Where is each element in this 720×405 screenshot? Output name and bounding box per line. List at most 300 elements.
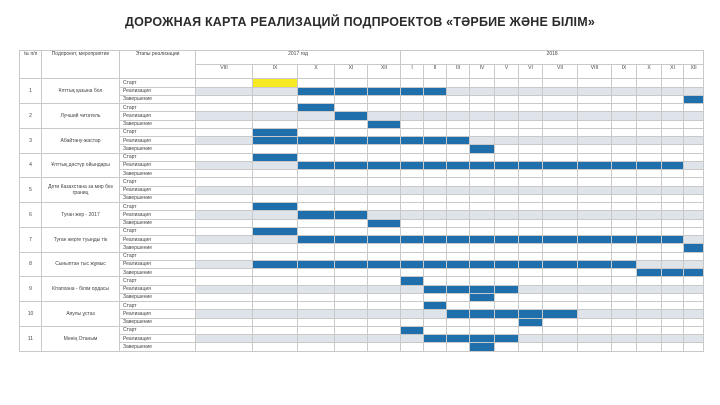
gantt-cell: [612, 211, 637, 219]
gantt-cell: [495, 137, 519, 145]
gantt-cell: [196, 211, 253, 219]
gantt-bar-cell: [543, 310, 578, 318]
gantt-cell: [637, 178, 662, 186]
gantt-cell: [612, 186, 637, 194]
gantt-bar-cell: [401, 137, 424, 145]
gantt-cell: [519, 145, 543, 153]
month-header: V: [495, 65, 519, 79]
gantt-cell: [637, 285, 662, 293]
gantt-bar-cell: [424, 302, 447, 310]
project-name: Туған жерге туыңды тік: [42, 227, 120, 252]
gantt-cell: [684, 170, 704, 178]
gantt-cell: [470, 244, 495, 252]
gantt-cell: [253, 219, 298, 227]
gantt-cell: [196, 343, 253, 352]
gantt-cell: [578, 194, 612, 202]
table-row: [20, 227, 704, 235]
gantt-bar-cell: [495, 310, 519, 318]
gantt-cell: [519, 269, 543, 277]
gantt-cell: [495, 145, 519, 153]
gantt-cell: [543, 153, 578, 161]
gantt-cell: [612, 318, 637, 326]
stage-label: Старт: [120, 79, 196, 87]
gantt-bar-cell: [368, 87, 401, 95]
gantt-cell: [612, 79, 637, 87]
gantt-cell: [335, 178, 368, 186]
gantt-cell: [543, 219, 578, 227]
gantt-cell: [298, 112, 335, 120]
gantt-cell: [519, 244, 543, 252]
gantt-cell: [298, 120, 335, 128]
gantt-cell: [401, 153, 424, 161]
gantt-cell: [612, 302, 637, 310]
gantt-cell: [662, 343, 684, 352]
month-header: IX: [612, 65, 637, 79]
table-row: [20, 120, 704, 128]
gantt-cell: [298, 335, 335, 343]
gantt-cell: [196, 203, 253, 211]
gantt-cell: [424, 112, 447, 120]
gantt-cell: [253, 161, 298, 169]
gantt-bar-cell: [447, 161, 470, 169]
gantt-cell: [543, 104, 578, 112]
month-header: II: [424, 65, 447, 79]
gantt-cell: [424, 153, 447, 161]
gantt-cell: [253, 211, 298, 219]
gantt-cell: [447, 227, 470, 235]
table-row: [20, 252, 704, 260]
gantt-cell: [612, 252, 637, 260]
gantt-cell: [335, 120, 368, 128]
gantt-bar-cell: [578, 236, 612, 244]
roadmap-gantt-table: [19, 50, 704, 352]
gantt-bar-cell: [253, 128, 298, 136]
gantt-cell: [662, 285, 684, 293]
gantt-cell: [612, 244, 637, 252]
gantt-cell: [495, 153, 519, 161]
gantt-cell: [335, 244, 368, 252]
gantt-cell: [253, 170, 298, 178]
gantt-cell: [662, 87, 684, 95]
table-row: [20, 335, 704, 343]
gantt-cell: [424, 194, 447, 202]
stage-label: Реализация: [120, 186, 196, 194]
gantt-cell: [401, 285, 424, 293]
gantt-cell: [196, 302, 253, 310]
gantt-bar-cell: [637, 161, 662, 169]
table-row: [20, 269, 704, 277]
gantt-cell: [612, 335, 637, 343]
gantt-cell: [298, 194, 335, 202]
gantt-cell: [543, 87, 578, 95]
gantt-cell: [612, 277, 637, 285]
gantt-cell: [424, 310, 447, 318]
table-row: [20, 326, 704, 334]
gantt-cell: [495, 343, 519, 352]
gantt-bar-cell: [253, 260, 298, 268]
table-row: [20, 211, 704, 219]
gantt-cell: [543, 293, 578, 301]
gantt-bar-cell: [253, 137, 298, 145]
table-row: [20, 186, 704, 194]
gantt-bar-cell: [424, 260, 447, 268]
gantt-cell: [253, 310, 298, 318]
gantt-bar-cell: [662, 236, 684, 244]
gantt-cell: [684, 335, 704, 343]
gantt-bar-cell: [368, 161, 401, 169]
gantt-cell: [253, 95, 298, 103]
gantt-cell: [543, 178, 578, 186]
gantt-cell: [368, 343, 401, 352]
table-row: [20, 178, 704, 186]
gantt-bar-cell: [335, 161, 368, 169]
gantt-cell: [470, 112, 495, 120]
gantt-cell: [447, 170, 470, 178]
gantt-cell: [424, 211, 447, 219]
stage-label: Реализация: [120, 87, 196, 95]
gantt-cell: [253, 178, 298, 186]
gantt-cell: [612, 87, 637, 95]
gantt-cell: [401, 310, 424, 318]
stage-label: Реализация: [120, 285, 196, 293]
gantt-bar-cell: [447, 335, 470, 343]
gantt-cell: [298, 269, 335, 277]
gantt-cell: [662, 318, 684, 326]
gantt-cell: [612, 194, 637, 202]
gantt-cell: [543, 318, 578, 326]
project-number: 9: [20, 277, 42, 302]
gantt-cell: [662, 128, 684, 136]
gantt-cell: [470, 170, 495, 178]
gantt-cell: [368, 310, 401, 318]
gantt-bar-cell: [495, 236, 519, 244]
month-header: IX: [253, 65, 298, 79]
gantt-cell: [253, 145, 298, 153]
gantt-cell: [298, 310, 335, 318]
table-row: [20, 79, 704, 87]
gantt-cell: [196, 310, 253, 318]
gantt-cell: [662, 293, 684, 301]
gantt-cell: [447, 343, 470, 352]
stage-label: Старт: [120, 153, 196, 161]
gantt-cell: [470, 153, 495, 161]
stage-label: Старт: [120, 178, 196, 186]
gantt-cell: [543, 335, 578, 343]
stage-label: Завершение: [120, 219, 196, 227]
table-row: [20, 285, 704, 293]
project-name: Дети Казахстана за мир без границ: [42, 178, 120, 203]
gantt-cell: [253, 277, 298, 285]
stage-label: Завершение: [120, 120, 196, 128]
gantt-bar-cell: [684, 269, 704, 277]
gantt-cell: [684, 285, 704, 293]
gantt-cell: [424, 343, 447, 352]
gantt-cell: [684, 318, 704, 326]
stage-label: Реализация: [120, 260, 196, 268]
gantt-bar-cell: [447, 285, 470, 293]
gantt-cell: [612, 269, 637, 277]
gantt-cell: [637, 244, 662, 252]
gantt-bar-cell: [401, 326, 424, 334]
gantt-cell: [612, 170, 637, 178]
table-row: [20, 236, 704, 244]
gantt-cell: [368, 293, 401, 301]
gantt-cell: [578, 95, 612, 103]
gantt-cell: [298, 79, 335, 87]
gantt-cell: [578, 87, 612, 95]
gantt-cell: [637, 186, 662, 194]
gantt-cell: [401, 335, 424, 343]
gantt-cell: [684, 87, 704, 95]
gantt-cell: [684, 128, 704, 136]
gantt-cell: [495, 219, 519, 227]
gantt-bar-cell: [253, 227, 298, 235]
project-name: Лучший читатель: [42, 104, 120, 129]
gantt-cell: [447, 128, 470, 136]
gantt-cell: [424, 203, 447, 211]
gantt-bar-cell: [298, 87, 335, 95]
gantt-cell: [401, 79, 424, 87]
gantt-cell: [578, 186, 612, 194]
gantt-cell: [637, 95, 662, 103]
gantt-cell: [662, 137, 684, 145]
gantt-cell: [612, 137, 637, 145]
gantt-cell: [368, 104, 401, 112]
gantt-cell: [196, 178, 253, 186]
gantt-bar-cell: [470, 343, 495, 352]
gantt-bar-cell: [298, 104, 335, 112]
gantt-bar-cell: [253, 153, 298, 161]
gantt-cell: [578, 112, 612, 120]
gantt-cell: [495, 128, 519, 136]
gantt-cell: [470, 128, 495, 136]
gantt-cell: [196, 153, 253, 161]
gantt-cell: [662, 227, 684, 235]
gantt-cell: [470, 219, 495, 227]
gantt-cell: [368, 244, 401, 252]
gantt-cell: [298, 178, 335, 186]
gantt-cell: [662, 112, 684, 120]
month-header: I: [401, 65, 424, 79]
gantt-cell: [495, 269, 519, 277]
gantt-cell: [684, 161, 704, 169]
gantt-cell: [684, 178, 704, 186]
gantt-cell: [495, 186, 519, 194]
gantt-cell: [684, 260, 704, 268]
project-name: Аяулы ұстаз: [42, 302, 120, 327]
gantt-bar-cell: [298, 260, 335, 268]
gantt-cell: [684, 293, 704, 301]
gantt-cell: [684, 310, 704, 318]
gantt-cell: [447, 120, 470, 128]
gantt-cell: [637, 203, 662, 211]
gantt-cell: [637, 112, 662, 120]
gantt-bar-cell: [298, 161, 335, 169]
gantt-bar-cell: [612, 161, 637, 169]
gantt-cell: [335, 343, 368, 352]
gantt-cell: [684, 112, 704, 120]
gantt-cell: [447, 194, 470, 202]
month-header: III: [447, 65, 470, 79]
gantt-cell: [684, 120, 704, 128]
gantt-cell: [447, 112, 470, 120]
gantt-cell: [196, 269, 253, 277]
page-title: ДОРОЖНАЯ КАРТА РЕАЛИЗАЦИЙ ПОДПРОЕКТОВ «ТӘРБИЕ ЖӘНЕ БІЛІМ»: [125, 15, 595, 29]
month-header: VIII: [196, 65, 253, 79]
gantt-cell: [684, 236, 704, 244]
gantt-cell: [298, 186, 335, 194]
gantt-cell: [401, 293, 424, 301]
gantt-cell: [470, 277, 495, 285]
gantt-cell: [298, 219, 335, 227]
table-row: [20, 203, 704, 211]
gantt-cell: [543, 326, 578, 334]
gantt-cell: [637, 293, 662, 301]
gantt-cell: [684, 302, 704, 310]
gantt-cell: [424, 79, 447, 87]
table-row: [20, 112, 704, 120]
gantt-bar-cell: [495, 335, 519, 343]
gantt-cell: [196, 161, 253, 169]
gantt-cell: [470, 104, 495, 112]
gantt-cell: [424, 318, 447, 326]
gantt-cell: [447, 153, 470, 161]
gantt-cell: [196, 252, 253, 260]
gantt-cell: [662, 252, 684, 260]
stage-label: Реализация: [120, 236, 196, 244]
gantt-cell: [470, 318, 495, 326]
gantt-cell: [196, 285, 253, 293]
gantt-cell: [447, 145, 470, 153]
gantt-cell: [612, 112, 637, 120]
gantt-bar-cell: [424, 236, 447, 244]
gantt-cell: [298, 203, 335, 211]
gantt-bar-cell: [253, 203, 298, 211]
gantt-cell: [335, 227, 368, 235]
gantt-cell: [543, 244, 578, 252]
gantt-cell: [253, 252, 298, 260]
stage-label: Завершение: [120, 318, 196, 326]
gantt-cell: [684, 194, 704, 202]
gantt-cell: [662, 170, 684, 178]
gantt-cell: [662, 244, 684, 252]
gantt-cell: [519, 178, 543, 186]
stage-label: Реализация: [120, 161, 196, 169]
gantt-cell: [495, 87, 519, 95]
gantt-cell: [401, 178, 424, 186]
gantt-cell: [637, 219, 662, 227]
table-row: [20, 310, 704, 318]
gantt-cell: [578, 277, 612, 285]
gantt-cell: [578, 79, 612, 87]
gantt-cell: [253, 343, 298, 352]
stage-label: Реализация: [120, 310, 196, 318]
gantt-cell: [637, 128, 662, 136]
project-number: 1: [20, 79, 42, 104]
gantt-cell: [684, 137, 704, 145]
gantt-cell: [662, 335, 684, 343]
gantt-cell: [684, 211, 704, 219]
gantt-cell: [578, 170, 612, 178]
gantt-cell: [368, 186, 401, 194]
gantt-cell: [612, 128, 637, 136]
stage-label: Завершение: [120, 244, 196, 252]
gantt-cell: [662, 145, 684, 153]
header-year-2017: 2017 год: [196, 51, 401, 65]
gantt-cell: [578, 137, 612, 145]
gantt-cell: [684, 227, 704, 235]
gantt-cell: [684, 203, 704, 211]
gantt-cell: [543, 120, 578, 128]
gantt-cell: [543, 269, 578, 277]
gantt-cell: [447, 269, 470, 277]
table-row: [20, 343, 704, 352]
gantt-cell: [196, 293, 253, 301]
gantt-cell: [637, 104, 662, 112]
gantt-cell: [662, 178, 684, 186]
gantt-bar-cell: [519, 310, 543, 318]
gantt-bar-cell: [519, 260, 543, 268]
stage-label: Реализация: [120, 112, 196, 120]
gantt-cell: [543, 145, 578, 153]
gantt-cell: [543, 211, 578, 219]
gantt-cell: [298, 343, 335, 352]
gantt-bar-cell: [637, 269, 662, 277]
gantt-cell: [578, 326, 612, 334]
gantt-cell: [578, 153, 612, 161]
gantt-cell: [424, 120, 447, 128]
gantt-cell: [335, 285, 368, 293]
project-name: Ұлттық қазына бол: [42, 79, 120, 104]
gantt-cell: [368, 277, 401, 285]
gantt-cell: [335, 79, 368, 87]
gantt-cell: [495, 293, 519, 301]
gantt-cell: [424, 128, 447, 136]
gantt-cell: [637, 227, 662, 235]
gantt-cell: [578, 145, 612, 153]
gantt-cell: [368, 79, 401, 87]
gantt-bar-cell: [298, 236, 335, 244]
gantt-cell: [470, 302, 495, 310]
gantt-cell: [637, 120, 662, 128]
gantt-cell: [684, 219, 704, 227]
gantt-cell: [495, 120, 519, 128]
gantt-cell: [612, 178, 637, 186]
gantt-cell: [424, 219, 447, 227]
gantt-bar-cell: [470, 161, 495, 169]
gantt-bar-cell: [578, 260, 612, 268]
stage-label: Старт: [120, 227, 196, 235]
gantt-cell: [578, 104, 612, 112]
gantt-cell: [578, 302, 612, 310]
gantt-cell: [368, 211, 401, 219]
gantt-bar-cell: [543, 260, 578, 268]
gantt-cell: [424, 252, 447, 260]
gantt-cell: [447, 252, 470, 260]
gantt-cell: [253, 244, 298, 252]
gantt-cell: [196, 170, 253, 178]
gantt-cell: [578, 178, 612, 186]
gantt-cell: [470, 326, 495, 334]
gantt-cell: [495, 302, 519, 310]
gantt-cell: [519, 302, 543, 310]
gantt-bar-cell: [495, 285, 519, 293]
gantt-cell: [684, 326, 704, 334]
stage-label: Реализация: [120, 137, 196, 145]
gantt-cell: [612, 219, 637, 227]
month-header: VIII: [578, 65, 612, 79]
gantt-cell: [470, 269, 495, 277]
